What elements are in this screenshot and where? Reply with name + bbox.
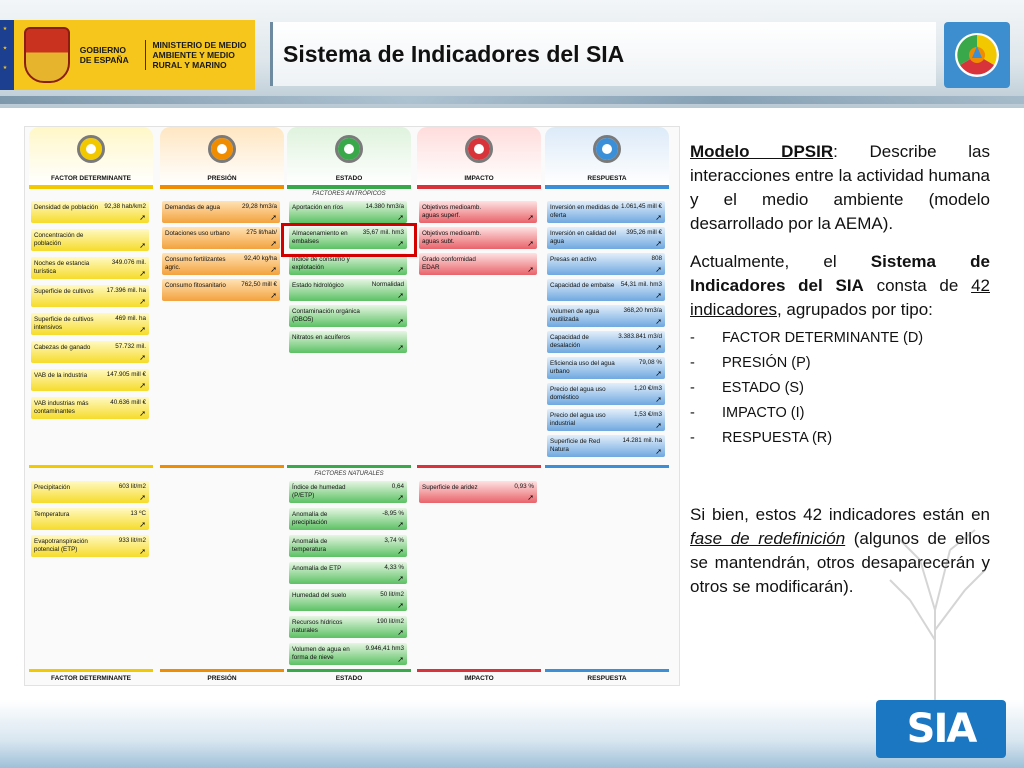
- paragraph-dpsir: [690, 140, 990, 236]
- column-d: [29, 127, 153, 189]
- list-item: - FACTOR DETERMINANTE (D): [690, 326, 990, 351]
- indicator-card[interactable]: [31, 313, 149, 335]
- column-rule: [160, 185, 284, 189]
- sia-term: Sistema de Indicadores del SIA: [690, 252, 991, 295]
- indicator-card[interactable]: [547, 253, 665, 275]
- indicator-value: 349.076 mil.: [111, 259, 146, 266]
- trend-arrow-icon: ➚: [655, 369, 662, 378]
- indicator-label: Anomalía de precipitación: [292, 511, 328, 526]
- indicator-value: 1,20 €/m3: [633, 385, 662, 392]
- trend-arrow-icon: ➚: [139, 547, 146, 556]
- trend-arrow-icon: ➚: [527, 493, 534, 502]
- indicator-label: Aportación en ríos: [292, 204, 344, 211]
- indicator-value: 17.396 mil. ha: [106, 287, 146, 294]
- indicator-value: 1.061,45 mill €: [621, 203, 662, 210]
- indicator-label: Estado hidrológico: [292, 282, 344, 289]
- trend-arrow-icon: ➚: [397, 601, 404, 610]
- gauge-icon: [208, 135, 236, 163]
- indicator-value: 40.636 mill €: [110, 399, 146, 406]
- indicator-card[interactable]: [547, 331, 665, 353]
- indicator-card[interactable]: [289, 331, 407, 353]
- indicator-value: 4,33 %: [384, 564, 404, 571]
- trend-arrow-icon: ➚: [655, 343, 662, 352]
- trend-arrow-icon: ➚: [655, 317, 662, 326]
- indicator-label: Precipitación: [34, 484, 71, 491]
- dpsir-term: Modelo DPSIR: [690, 142, 834, 161]
- trend-arrow-icon: ➚: [139, 213, 146, 222]
- section-divider: [287, 465, 411, 468]
- list-item: - IMPACTO (I): [690, 401, 990, 426]
- trend-arrow-icon: ➚: [397, 213, 404, 222]
- indicator-value: 14.380 hm3/a: [365, 203, 404, 210]
- column-footer: IMPACTO: [417, 669, 541, 682]
- indicator-value: 368,20 hm3/a: [623, 307, 662, 314]
- indicator-value: 762,50 mill €: [241, 281, 277, 288]
- indicator-label: Precio del agua uso industrial: [550, 412, 606, 427]
- indicator-value: 14.281 mil. ha: [622, 437, 662, 444]
- trend-arrow-icon: ➚: [655, 395, 662, 404]
- indicator-card[interactable]: [547, 409, 665, 431]
- trend-arrow-icon: ➚: [655, 265, 662, 274]
- trend-arrow-icon: ➚: [527, 265, 534, 274]
- indicator-label: Precio del agua uso doméstico: [550, 386, 606, 401]
- indicator-label: VAB industrias más contaminantes: [34, 400, 89, 415]
- indicator-label: Objetivos medioamb. aguas subt.: [422, 230, 482, 245]
- indicator-label: VAB de la industria: [34, 372, 88, 379]
- column-header[interactable]: [417, 127, 541, 185]
- indicator-card[interactable]: [289, 508, 407, 530]
- type-list: [690, 326, 990, 451]
- indicator-label: Consumo fitosanitario: [165, 282, 226, 289]
- indicator-card[interactable]: [419, 253, 537, 275]
- indicator-value: 147.905 mill €: [106, 371, 146, 378]
- indicator-value: 79,08 %: [638, 359, 662, 366]
- indicator-card[interactable]: [289, 562, 407, 584]
- indicator-value: 0,93 %: [514, 483, 534, 490]
- trend-arrow-icon: ➚: [270, 291, 277, 300]
- indicator-value: 50 lit/m2: [380, 591, 404, 598]
- indicator-card[interactable]: [289, 589, 407, 611]
- column-title: RESPUESTA: [587, 175, 627, 182]
- indicator-card[interactable]: [31, 535, 149, 557]
- column-header[interactable]: [287, 127, 411, 185]
- eu-flag-icon: [0, 20, 14, 90]
- indicator-card[interactable]: [162, 279, 280, 301]
- page-title: Sistema de Indicadores del SIA: [283, 40, 625, 67]
- p3-b: (algunos de ellos se mantendrán, otros desaparecerán y otros se modificarán).: [690, 529, 990, 596]
- indicator-value: 57.732 mil.: [115, 343, 146, 350]
- trend-arrow-icon: ➚: [139, 381, 146, 390]
- trend-arrow-icon: ➚: [527, 239, 534, 248]
- indicator-label: Densidad de población: [34, 204, 99, 211]
- list-item: - ESTADO (S): [690, 376, 990, 401]
- indicator-count: 42 indicadores: [690, 276, 990, 319]
- indicator-card[interactable]: [547, 305, 665, 327]
- column-i: [417, 127, 541, 189]
- trend-arrow-icon: ➚: [397, 655, 404, 664]
- indicator-card[interactable]: [547, 383, 665, 405]
- indicator-card[interactable]: [31, 508, 149, 530]
- trend-arrow-icon: ➚: [139, 269, 146, 278]
- indicator-value: 3,74 %: [384, 537, 404, 544]
- indicator-label: Humedad del suelo: [292, 592, 347, 599]
- indicator-label: Demandas de agua: [165, 204, 220, 211]
- indicator-card[interactable]: [547, 227, 665, 249]
- trend-arrow-icon: ➚: [655, 291, 662, 300]
- column-rule: [417, 185, 541, 189]
- indicator-value: 29,28 hm3/a: [241, 203, 277, 210]
- gauge-icon: [335, 135, 363, 163]
- indicator-label: Eficiencia uso del agua urbano: [550, 360, 615, 375]
- column-footer: FACTOR DETERMINANTE: [29, 669, 153, 682]
- dpsir-description: : Describe las interacciones entre la actividad humana y el medio ambiente (modelo desarrollado por la AEMA).: [690, 142, 991, 233]
- column-footer: RESPUESTA: [545, 669, 669, 682]
- indicator-label: Índice de consumo y explotación: [292, 256, 350, 271]
- indicator-label: Cabezas de ganado: [34, 344, 91, 351]
- indicator-label: Anomalía de temperatura: [292, 538, 328, 553]
- gauge-icon: [77, 135, 105, 163]
- trend-arrow-icon: ➚: [139, 493, 146, 502]
- section-divider: [160, 465, 284, 468]
- indicator-card[interactable]: [289, 616, 407, 638]
- trend-arrow-icon: ➚: [139, 353, 146, 362]
- indicator-label: Anomalía de ETP: [292, 565, 342, 572]
- gov-text: GOBIERNO DE ESPAÑA: [79, 45, 129, 65]
- indicator-card[interactable]: [31, 481, 149, 503]
- coat-of-arms-icon: [24, 27, 70, 83]
- indicator-card[interactable]: [419, 481, 537, 503]
- indicator-card[interactable]: [31, 229, 149, 251]
- trend-arrow-icon: ➚: [397, 343, 404, 352]
- trend-arrow-icon: ➚: [397, 265, 404, 274]
- indicator-label: Contaminación orgánica (DBO5): [292, 308, 360, 323]
- trend-arrow-icon: ➚: [397, 520, 404, 529]
- column-title: FACTOR DETERMINANTE: [50, 175, 132, 182]
- paragraph-sia: [690, 250, 990, 322]
- trend-arrow-icon: ➚: [397, 628, 404, 637]
- indicator-label: Superficie de cultivos intensivos: [34, 316, 94, 331]
- trend-arrow-icon: ➚: [397, 574, 404, 583]
- indicator-value: 933 lit/m2: [118, 537, 146, 544]
- section-divider: [29, 465, 153, 468]
- indicator-card[interactable]: [547, 435, 665, 457]
- indicator-value: 92,38 hab/km2: [104, 203, 146, 210]
- indicator-label: Nitratos en acuíferos: [292, 334, 351, 341]
- indicator-label: Capacidad de embalse: [550, 282, 615, 289]
- column-p: [160, 127, 284, 189]
- indicator-value: 54,31 mil. hm3: [620, 281, 662, 288]
- indicator-value: 469 mil. ha: [115, 315, 146, 322]
- trend-arrow-icon: ➚: [655, 421, 662, 430]
- column-header[interactable]: [29, 127, 153, 185]
- column-title: PRESIÓN: [207, 175, 237, 182]
- indicator-label: Índice de humedad (P/ETP): [292, 484, 346, 499]
- column-header[interactable]: [545, 127, 669, 185]
- indicator-card[interactable]: [547, 201, 665, 223]
- indicator-card[interactable]: [31, 341, 149, 363]
- gauge-icon: [465, 135, 493, 163]
- column-title: IMPACTO: [464, 175, 494, 182]
- p2-a: Actualmente, el: [690, 252, 871, 271]
- indicator-label: Grado conformidad EDAR: [422, 256, 476, 271]
- subheading-naturales: FACTORES NATURALES: [314, 471, 384, 477]
- indicator-card[interactable]: [289, 643, 407, 665]
- column-footer: PRESIÓN: [160, 669, 284, 682]
- indicator-label: Almacenamiento en embalses: [292, 230, 348, 245]
- indicator-value: 0,64: [391, 483, 404, 490]
- indicator-value: 275 lit/hab/: [246, 229, 277, 236]
- trend-arrow-icon: ➚: [270, 239, 277, 248]
- indicator-card[interactable]: [31, 397, 149, 419]
- indicator-value: Normalidad: [371, 281, 404, 288]
- indicator-label: Superficie de Red Natura: [550, 438, 601, 453]
- indicator-value: 603 lit/m2: [118, 483, 146, 490]
- column-e: [287, 127, 411, 189]
- p2-b: consta de: [863, 276, 972, 295]
- indicator-card[interactable]: [31, 257, 149, 279]
- indicator-value: 808: [651, 255, 662, 262]
- footer-wave: [0, 700, 1024, 768]
- indicator-card[interactable]: [289, 535, 407, 557]
- column-rule: [545, 185, 669, 189]
- redefinition-term: fase de redefinición: [690, 529, 846, 548]
- government-logo: [0, 20, 255, 90]
- trend-arrow-icon: ➚: [139, 520, 146, 529]
- trend-arrow-icon: ➚: [270, 213, 277, 222]
- indicator-label: Superficie de cultivos: [34, 288, 94, 295]
- indicator-wheel-icon: [944, 22, 1010, 88]
- column-r: [545, 127, 669, 189]
- indicator-label: Volumen de agua en forma de nieve: [292, 646, 350, 661]
- indicator-value: -8,95 %: [382, 510, 404, 517]
- list-item: - PRESIÓN (P): [690, 351, 990, 376]
- indicator-label: Evapotranspiración potencial (ETP): [34, 538, 88, 553]
- indicator-card[interactable]: [31, 285, 149, 307]
- trend-arrow-icon: ➚: [397, 547, 404, 556]
- indicator-card[interactable]: [162, 253, 280, 275]
- indicator-card[interactable]: [162, 201, 280, 223]
- section-divider: [545, 465, 669, 468]
- indicator-label: Objetivos medioamb. aguas superf.: [422, 204, 482, 219]
- subheading-antropicos: FACTORES ANTRÓPICOS: [312, 191, 386, 197]
- trend-arrow-icon: ➚: [397, 493, 404, 502]
- p2-c: , agrupados por tipo:: [776, 300, 933, 319]
- tree-decoration-icon: [880, 500, 990, 700]
- indicator-card[interactable]: [547, 279, 665, 301]
- trend-arrow-icon: ➚: [655, 447, 662, 456]
- indicator-label: Presas en activo: [550, 256, 597, 263]
- column-footer: ESTADO: [287, 669, 411, 682]
- indicator-label: Superficie de aridez: [422, 484, 478, 491]
- indicator-card[interactable]: [289, 201, 407, 223]
- trend-arrow-icon: ➚: [397, 239, 404, 248]
- indicator-value: 13 ºC: [130, 510, 146, 517]
- indicator-card[interactable]: [289, 481, 407, 503]
- indicator-label: Noches de estancia turística: [34, 260, 90, 275]
- indicator-label: Consumo fertilizantes agric.: [165, 256, 226, 271]
- indicator-card[interactable]: [31, 369, 149, 391]
- dpsir-dashboard: [24, 126, 680, 686]
- trend-arrow-icon: ➚: [397, 317, 404, 326]
- indicator-label: Inversión en medidas de oferta: [550, 204, 619, 219]
- indicator-value: 9.946,41 hm3: [365, 645, 404, 652]
- p3-a: Si bien, estos 42 indicadores están en: [690, 505, 990, 524]
- gauge-icon: [593, 135, 621, 163]
- trend-arrow-icon: ➚: [139, 297, 146, 306]
- trend-arrow-icon: ➚: [655, 239, 662, 248]
- title-bar: [270, 22, 936, 86]
- column-rule: [29, 185, 153, 189]
- indicator-card[interactable]: [162, 227, 280, 249]
- highlight-frame: [281, 223, 417, 257]
- indicator-card[interactable]: [419, 201, 537, 223]
- indicator-value: 190 lit/m2: [376, 618, 404, 625]
- indicator-card[interactable]: [547, 357, 665, 379]
- trend-arrow-icon: ➚: [397, 291, 404, 300]
- indicator-label: Volumen de agua reutilizada: [550, 308, 600, 323]
- trend-arrow-icon: ➚: [270, 265, 277, 274]
- indicator-value: 35,67 mil. hm3: [362, 229, 404, 236]
- indicator-value: 1,53 €/m3: [633, 411, 662, 418]
- indicator-label: Dotaciones uso urbano: [165, 230, 230, 237]
- trend-arrow-icon: ➚: [139, 325, 146, 334]
- indicator-label: Recursos hídricos naturales: [292, 619, 343, 634]
- sia-logo-text: SIA: [906, 706, 976, 752]
- trend-arrow-icon: ➚: [139, 409, 146, 418]
- indicator-label: Inversión en calidad del agua: [550, 230, 617, 245]
- trend-arrow-icon: ➚: [139, 241, 146, 250]
- indicator-label: Temperatura: [34, 511, 70, 518]
- trend-arrow-icon: ➚: [527, 213, 534, 222]
- indicator-label: Capacidad de desalación: [550, 334, 589, 349]
- indicator-card[interactable]: [289, 279, 407, 301]
- sia-logo: [876, 700, 1006, 758]
- indicator-value: 92,40 kg/ha: [244, 255, 277, 262]
- column-title: ESTADO: [335, 175, 363, 182]
- section-divider: [417, 465, 541, 468]
- trend-arrow-icon: ➚: [655, 213, 662, 222]
- indicator-card[interactable]: [289, 305, 407, 327]
- indicator-card[interactable]: [31, 201, 149, 223]
- indicator-value: 395,26 mill €: [626, 229, 662, 236]
- ministry-text: MINISTERIO DE MEDIO AMBIENTE Y MEDIO RURAL Y MARINO: [145, 40, 255, 70]
- indicator-card[interactable]: [419, 227, 537, 249]
- column-header[interactable]: [160, 127, 284, 185]
- indicator-label: Concentración de población: [34, 232, 84, 247]
- list-item: - RESPUESTA (R): [690, 426, 990, 451]
- indicator-value: 3.383.841 m3/d: [618, 333, 662, 340]
